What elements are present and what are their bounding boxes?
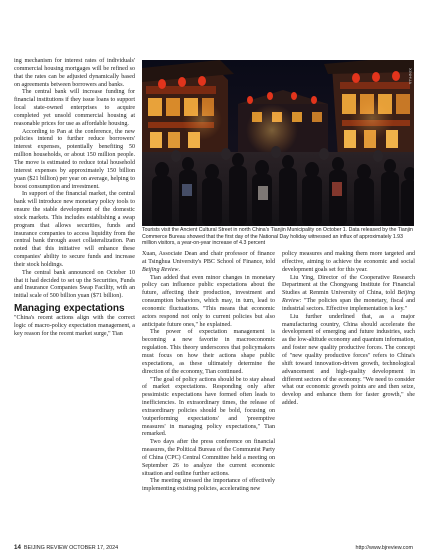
website-url[interactable]: http://www.bjreview.com — [355, 545, 413, 551]
publication-issue: BEIJING REVIEW OCTOBER 17, 2024 — [23, 545, 119, 551]
paragraph: "The goal of policy actions should be to stay ahead of market expectations. Responding only after pessimistic expectations have formed often leads to inefficiencies. In extraordinary times, the release of extraordinary policies should be bold, focusing on 'outperforming expectations' and 'preemptive measures' in managing policy expectations," Tian remarked. — [142, 376, 275, 438]
paragraph: According to Pan at the conference, the new policies intend to further reduce borrowers' interest expenses, potentially benefiting 50 million households, or about 150 million people. The move is estimated to reduce total household interest expenses by approximately 150 billion yuan ($21 billion) per year on average, helping to boost consumption and investment. — [14, 128, 135, 190]
paragraph — [142, 251, 275, 275]
photo-caption: Tourists visit the Ancient Cultural Street in north China's Tianjin Municipality on October 1. Data released by the Tianjin Commerce Bureau showed that the first day of the National Day holiday witnessed an influx of approximately 1.93 million visitors, a year-on-year increase of 4.3 percent — [142, 227, 413, 246]
paragraph: "China's recent actions align with the correct logic of macro-policy expectation management, a key reason for the recent market surge," Tian — [14, 315, 135, 337]
paragraph: Liu further underlined that, as a major manufacturing country, China should accelerate the development of emerging and future industries, such as the low-altitude economy and quantum information, and foster new quality productive forces. The concept of "new quality productive forces" refers to China's shift toward innovation-driven growth, technological advancement and high-quality development in different sectors of the economy. "We need to consider what our economic growth points are and then seize, develop and enhance them for faster growth," she added. — [282, 313, 415, 407]
text-span: Xuan, Associate Dean and chair professor of finance at Tsinghua University's PBC School of Finance, told — [142, 251, 275, 265]
text-span: Liu Ying, Director of the Cooperative Research Department at the Chongyang Institute for Financial Studies at Renmin University of China, told — [282, 274, 415, 297]
publication-name: Beijing Review — [142, 266, 179, 273]
photo-credit: XINHUA — [408, 68, 413, 85]
publication-name: Beijing Review — [282, 290, 415, 305]
paragraph: The central bank announced on October 10 that it had decided to set up the Securities, Funds and Insurance Companies Swap Facility, with an initial scale of 500 billion yuan ($71 billion). — [14, 269, 135, 300]
paragraph: policy measures and making them more targeted and effective, aiming to achieve the economic and social development goals set for this year. — [282, 251, 415, 273]
page-footer-left — [14, 544, 118, 551]
article-photo — [142, 60, 414, 226]
right-column — [282, 251, 415, 408]
paragraph: In support of the financial market, the central bank will introduce new monetary policy tools to ensure the stable development of the domestic stock markets. This includes establishing a swap program that allows securities, funds and insurance companies to access liquidity from the central bank through asset collateralization. Pan noted that this initiative will enhance these companies' ability to secure funds and increase their stock holdings. — [14, 191, 135, 268]
section-subheading: Managing expectations — [14, 303, 125, 315]
paragraph: Two days after the press conference on financial measures, the Political Bureau of the Communist Party of China (CPC) Central Committee held a meeting on September 26 to analyze the current economic situation and outline further actions. — [142, 439, 276, 477]
paragraph: The meeting stressed the importance of effectively implementing existing policies, accelerating new — [142, 478, 275, 493]
page-number: 14 — [14, 544, 21, 551]
text-span: : "The policies span the monetary, fiscal and industrial sectors. Effective implementation is key." — [282, 298, 415, 312]
paragraph: Tian added that even minor changes in monetary policy can influence public expectations about the future, affecting their production, investment and consumption behaviors, which may, in turn, lead to economic fluctuations. "This means that economic actors respond not only to current policies but also anticipate future ones," he explained. — [142, 274, 275, 328]
middle-column — [142, 251, 275, 494]
paragraph: The power of expectation management is becoming a new favorite in macroeconomic regulation. This theory underscores that policymakers must focus on how their actions shape public expectations, as these ultimately determine the direction of the economy, Tian continued. — [142, 329, 275, 375]
street-scene-illustration — [142, 60, 414, 226]
paragraph — [282, 275, 415, 314]
paragraph: The central bank will increase funding for financial institutions if they issue loans to support local state-owned enterprises to acquire completed yet unsold commercial housing at reasonable prices for use as affordable housing. — [14, 89, 135, 127]
paragraph: ing mechanism for interest rates of individuals' commercial housing mortgages will be refined so that the rates can be adjusted dynamically based on agreements between borrowers and banks. — [14, 58, 135, 88]
text-span: . — [178, 266, 180, 273]
left-column — [14, 58, 135, 339]
